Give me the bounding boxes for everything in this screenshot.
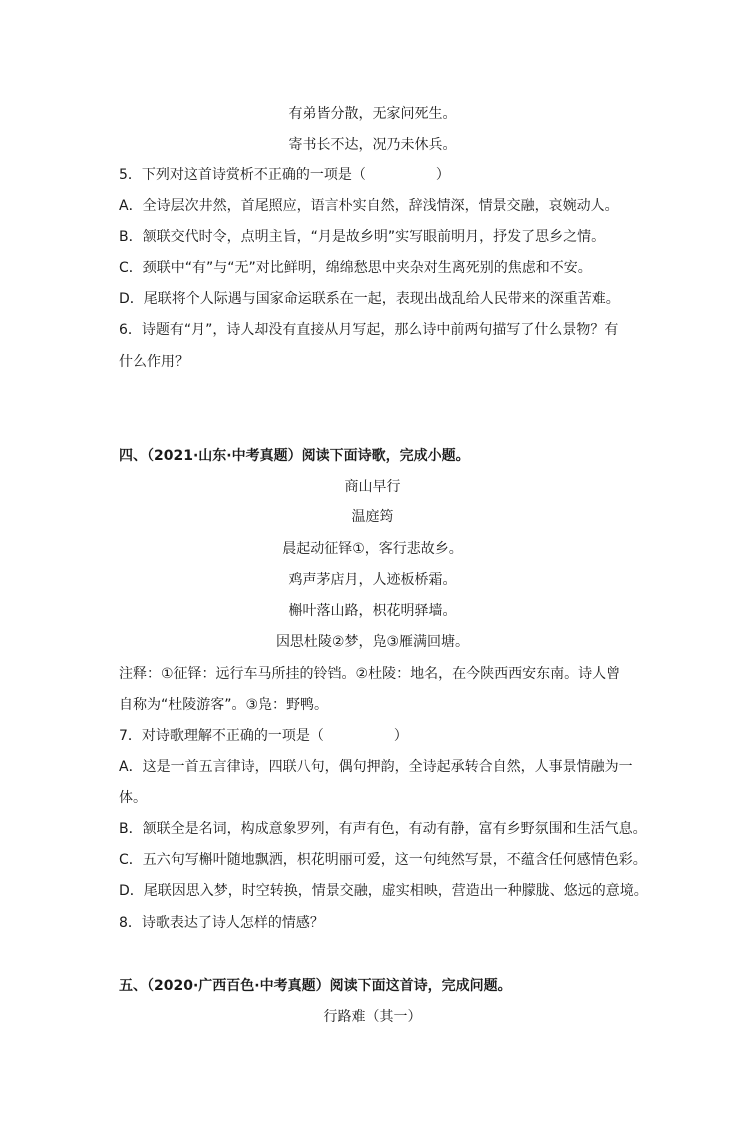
question-5-stem: 5．下列对这首诗赏析不正确的一项是（ ） bbox=[119, 167, 450, 183]
poem-title: 行路难（其一） bbox=[323, 1009, 422, 1025]
question-5-option-b: B．颔联交代时令，点明主旨，“月是故乡明”实写眼前明月，抒发了思乡之情。 bbox=[119, 229, 606, 245]
question-7-option-d: D．尾联因思入梦，时空转换，情景交融，虚实相映，营造出一种朦胧、悠远的意境。 bbox=[119, 883, 648, 899]
question-7-option-c: C．五六句写槲叶随地飘洒，枳花明丽可爱，这一句纯然写景，不蕴含任何感情色彩。 bbox=[119, 852, 647, 868]
question-6-line-2: 什么作用？ bbox=[119, 354, 189, 370]
section-4-heading: 四、（2021·山东·中考真题）阅读下面诗歌，完成小题。 bbox=[119, 448, 470, 464]
poem-notes-line-1: 注释：①征铎：远行车马所挂的铃铛。②杜陵：地名，在今陕西西安东南。诗人曾 bbox=[119, 666, 621, 682]
question-5-option-d: D．尾联将个人际遇与国家命运联系在一起，表现出战乱给人民带来的深重苦难。 bbox=[119, 291, 620, 307]
question-7-option-a-line-2: 体。 bbox=[119, 790, 147, 806]
poem-line: 寄书长不达，况乃未休兵。 bbox=[288, 137, 457, 153]
poem-author: 温庭筠 bbox=[351, 509, 394, 525]
poem-title: 商山早行 bbox=[344, 479, 401, 495]
poem-notes-line-2: 自称为“杜陵游客”。③凫：野鸭。 bbox=[119, 697, 329, 713]
question-7-stem: 7．对诗歌理解不正确的一项是（ ） bbox=[119, 728, 408, 744]
question-6-line-1: 6．诗题有“月”，诗人却没有直接从月写起，那么诗中前两句描写了什么景物？有 bbox=[119, 322, 619, 338]
section-5-heading: 五、（2020·广西百色·中考真题）阅读下面这首诗，完成问题。 bbox=[119, 978, 512, 994]
question-7-option-a-line-1: A．这是一首五言律诗，四联八句，偶句押韵，全诗起承转合自然，人事景情融为一 bbox=[119, 759, 633, 775]
question-7-option-b: B．颔联全是名词，构成意象罗列，有声有色，有动有静，富有乡野氛围和生活气息。 bbox=[119, 821, 647, 837]
question-5-option-a: A．全诗层次井然，首尾照应，语言朴实自然，辞浅情深，情景交融，哀婉动人。 bbox=[119, 198, 619, 214]
question-8: 8．诗歌表达了诗人怎样的情感？ bbox=[119, 915, 324, 931]
question-5-option-c: C．颈联中“有”与“无”对比鲜明，绵绵愁思中夹杂对生离死别的焦虑和不安。 bbox=[119, 260, 592, 276]
poem-line: 有弟皆分散，无家问死生。 bbox=[288, 106, 457, 122]
poem-line: 因思杜陵②梦，凫③雁满回塘。 bbox=[275, 634, 470, 650]
poem-line: 槲叶落山路，枳花明驿墙。 bbox=[288, 603, 457, 619]
poem-line: 晨起动征铎①，客行悲故乡。 bbox=[282, 541, 463, 557]
poem-line: 鸡声茅店月，人迹板桥霜。 bbox=[288, 572, 457, 588]
